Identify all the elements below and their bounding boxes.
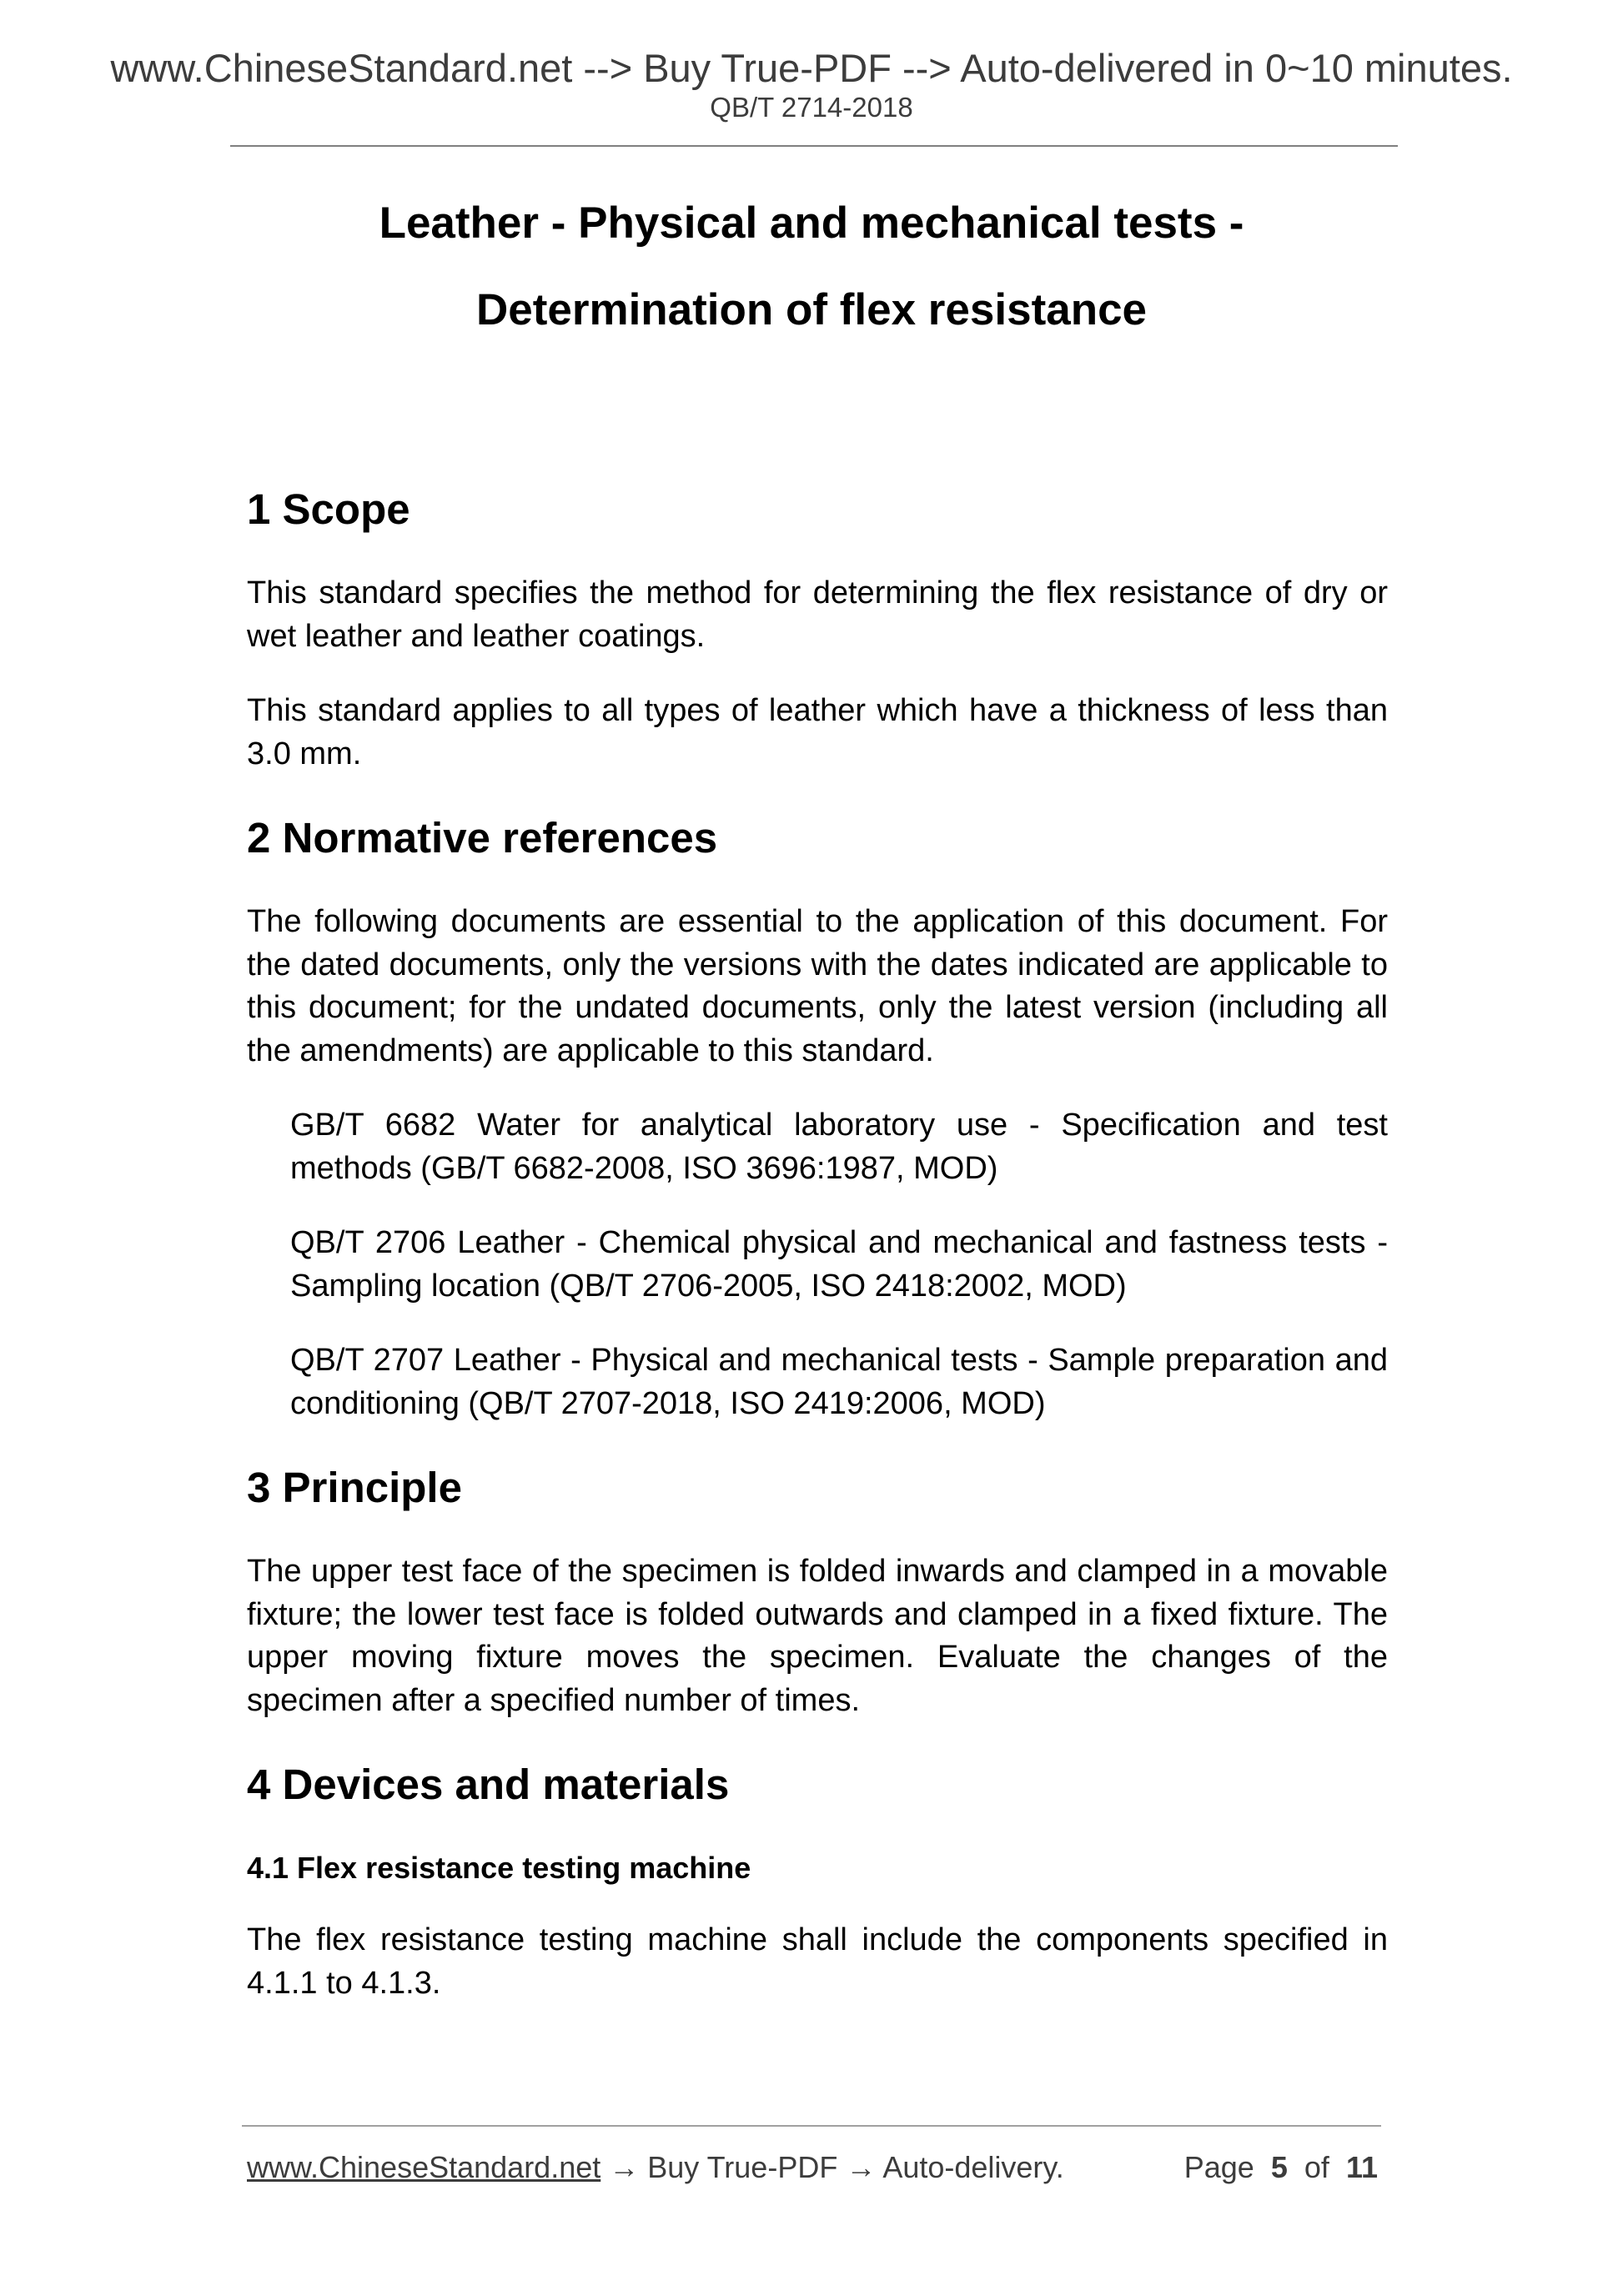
footer-divider <box>242 2125 1381 2127</box>
reference-item: GB/T 6682 Water for analytical laboratory use - Specification and test methods (GB/T 6682-2008, ISO 3696:1987, MOD) <box>290 1108 1388 1186</box>
document-body <box>247 484 1388 2037</box>
header-divider <box>230 145 1398 147</box>
header-banner: www.ChineseStandard.net --> Buy True-PDF --> Auto-delivered in 0~10 minutes. <box>110 46 1513 90</box>
section-heading-principle: 3 Principle <box>247 1464 462 1511</box>
footer-promo-text: → Buy True-PDF → Auto-delivery. <box>600 2150 1064 2184</box>
page-label: Page <box>1183 2150 1254 2184</box>
scope-paragraph-1: This standard specifies the method for determining the flex resistance of dry or wet leather and leather coatings. <box>247 575 1388 654</box>
page-of-label: of <box>1304 2150 1329 2184</box>
section-heading-scope: 1 Scope <box>247 485 410 533</box>
page-footer <box>247 2147 1381 2197</box>
subsection-heading-flex-testing-machine: 4.1 Flex resistance testing machine <box>247 1851 751 1885</box>
normative-references-paragraph: The following documents are essential to the application of this document. For the dated documents, only the versions with the dates indicated are applicable to this document; for the undated documents, only the latest version (including all the amendments) are applicable to this standard. <box>247 904 1388 1068</box>
page-current: 5 <box>1270 2150 1288 2184</box>
scope-paragraph-2: This standard applies to all types of leather which have a thickness of less than 3.0 mm. <box>247 693 1388 771</box>
document-title-line-1: Leather - Physical and mechanical tests - <box>379 198 1244 248</box>
footer-promo <box>247 2147 1064 2188</box>
page-total: 11 <box>1345 2150 1378 2184</box>
reference-item: QB/T 2707 Leather - Physical and mechanical tests - Sample preparation and conditioning (QB/T 2707-2018, ISO 2419:2006, MOD) <box>290 1343 1388 1421</box>
footer-website-link[interactable]: www.ChineseStandard.net <box>247 2150 601 2184</box>
header-standard-number: QB/T 2714-2018 <box>710 92 913 123</box>
document-title-line-2: Determination of flex resistance <box>475 285 1148 334</box>
page-number <box>1184 2147 1378 2188</box>
flex-testing-machine-paragraph: The flex resistance testing machine shall include the components specified in 4.1.1 to 4.1.3. <box>247 1922 1388 2001</box>
section-heading-normative-references: 2 Normative references <box>247 814 718 862</box>
section-heading-devices-and-materials: 4 Devices and materials <box>247 1761 730 1808</box>
reference-item: QB/T 2706 Leather - Chemical physical and mechanical and fastness tests - Sampling location (QB/T 2706-2005, ISO 2418:2002, MOD) <box>290 1225 1388 1304</box>
principle-paragraph: The upper test face of the specimen is folded inwards and clamped in a movable fixture; the lower test face is folded outwards and clamped in a fixed fixture. The upper moving fixture moves the specimen. Evaluate the changes of the specimen after a specified number of times. <box>247 1554 1388 1718</box>
